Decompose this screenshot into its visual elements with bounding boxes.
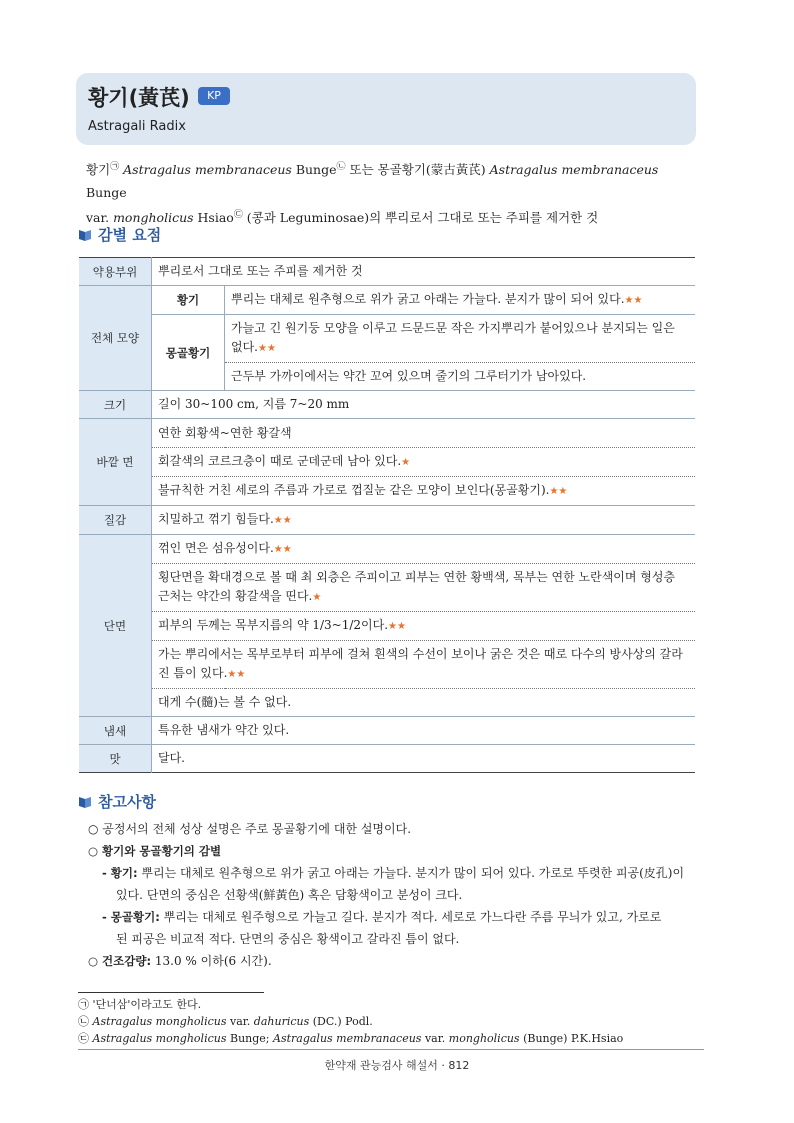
row-label: 바깥 면	[79, 419, 152, 506]
importance-stars: ★★	[227, 669, 246, 680]
table-row	[79, 506, 695, 535]
reference-notes	[88, 818, 700, 972]
table-row	[79, 689, 695, 717]
table-row	[79, 535, 695, 564]
page-footer: 한약재 관능검사 해설서 · 812	[324, 1059, 470, 1072]
note-item: ○ 공정서의 전체 성상 설명은 주로 몽골황기에 대한 설명이다.	[88, 822, 412, 836]
row-value: 회갈색의 코르크층이 때로 군데군데 남아 있다.★	[152, 448, 696, 477]
row-value: 치밀하고 꺾기 힘들다.★★	[152, 506, 696, 535]
row-value: 피부의 두께는 목부지름의 약 1/3~1/2이다.★★	[152, 612, 696, 641]
importance-stars: ★★	[273, 515, 292, 526]
footnotes	[78, 996, 623, 1047]
importance-stars: ★★	[549, 486, 568, 497]
footnote-marker: ㉡	[336, 162, 346, 172]
species-name: Astragalus membranaceus	[123, 162, 292, 178]
row-label: 냄새	[79, 717, 152, 745]
author-name: Hsiao	[193, 210, 234, 226]
note-item: - 황기: 뿌리는 대체로 원추형으로 위가 굵고 아래는 가늘다. 분지가 많이 되어 있다. 가로로 뚜렷한 피공(皮孔)이	[102, 866, 685, 880]
latin-name: Astragali Radix	[88, 119, 186, 134]
table-row	[79, 448, 695, 477]
page-title: 황기(黃芪)	[88, 86, 190, 110]
kp-badge: KP	[198, 87, 230, 105]
variety-name: mongholicus	[113, 210, 194, 226]
row-value: 가는 뿌리에서는 목부로부터 피부에 걸쳐 흰색의 수선이 보이나 굵은 것은 때로 다수의 방사상의 갈라진 틈이 있다.★★	[152, 641, 696, 689]
note-item: - 몽골황기: 뿌리는 대체로 원주형으로 가늘고 길다. 분지가 적다. 세로로 가느다란 주름 무늬가 있고, 가로로	[102, 910, 662, 924]
importance-stars: ★★	[388, 621, 406, 632]
row-value: 대게 수(髓)는 볼 수 없다.	[152, 689, 696, 717]
definition-paragraph	[86, 156, 696, 229]
section-heading-identification: 감별 요점	[78, 224, 161, 245]
identification-table	[79, 257, 695, 773]
note-item-continued: 된 피공은 비교적 적다. 단면의 중심은 황색이고 갈라진 틈이 없다.	[116, 932, 460, 946]
intro-text: var.	[86, 210, 114, 226]
table-row	[79, 315, 695, 363]
footnote-marker: ㉠	[110, 162, 120, 172]
footnote-divider	[78, 992, 264, 993]
row-value: 꺾인 면은 섬유성이다.★★	[152, 535, 696, 564]
importance-stars: ★★	[624, 295, 643, 306]
row-value: 가늘고 긴 원기둥 모양을 이루고 드문드문 작은 가지뿌리가 붙어있으나 분지되는 일은 없다.★★	[225, 315, 696, 363]
note-item-continued: 있다. 단면의 중심은 선황색(鮮黃色) 혹은 담황색이고 분성이 크다.	[116, 888, 463, 902]
row-label: 맛	[79, 745, 152, 773]
footnote: ㉠ '단너삼'이라고도 한다.	[78, 998, 202, 1011]
row-label: 크기	[79, 391, 152, 419]
book-icon	[78, 795, 92, 809]
intro-text: 또는 몽골황기(蒙古黃芪)	[345, 162, 490, 178]
footnote: ㉡ Astragalus mongholicus var. dahuricus (DC.) Podl.	[78, 1015, 373, 1028]
row-value: 횡단면을 확대경으로 볼 때 최 외층은 주피이고 피부는 연한 황백색, 목부는 연한 노란색이며 형성층 근처는 약간의 황갈색을 띤다.★	[152, 564, 696, 612]
row-value: 달다.	[158, 751, 185, 765]
table-row	[79, 612, 695, 641]
table-row	[79, 641, 695, 689]
table-row	[79, 477, 695, 506]
row-label: 약용부위	[79, 258, 152, 286]
table-row	[79, 286, 695, 315]
species-name: Astragalus membranaceus	[489, 162, 659, 178]
footnote: ㉢ Astragalus mongholicus Bunge; Astragalus membranaceus var. mongholicus (Bunge) P.K.Hsiao	[78, 1032, 624, 1045]
row-label: 전체 모양	[79, 286, 152, 391]
table-row	[79, 391, 695, 419]
row-value: 연한 회황색~연한 황갈색	[152, 419, 696, 448]
footnote-marker: ㉢	[233, 210, 243, 221]
table-row	[79, 258, 695, 286]
note-item: ○ 황기와 몽골황기의 감별	[88, 844, 222, 858]
row-value: 특유한 냄새가 약간 있다.	[152, 717, 696, 745]
footer-divider	[78, 1049, 704, 1050]
intro-text: (콩과 Leguminosae)의 뿌리로서 그대로 또는 주피를 제거한 것	[242, 210, 599, 226]
table-row	[79, 419, 695, 448]
sub-label: 황기	[152, 286, 225, 315]
row-value: 뿌리는 대체로 원추형으로 위가 굵고 아래는 가늘다. 분지가 많이 되어 있다.★★	[225, 286, 696, 315]
importance-stars: ★	[312, 592, 322, 603]
book-icon	[78, 228, 92, 242]
author-name: Bunge	[86, 185, 127, 201]
row-value: 길이 30~100 cm, 지름 7~20 mm	[152, 391, 696, 419]
table-row	[79, 564, 695, 612]
monograph-header	[76, 73, 696, 145]
row-label: 질감	[79, 506, 152, 535]
row-value: 불규칙한 거친 세로의 주름과 가로로 껍질눈 같은 모양이 보인다(몽골황기).★★	[152, 477, 696, 506]
section-heading-notes: 참고사항	[78, 791, 156, 812]
row-value: 뿌리로서 그대로 또는 주피를 제거한 것	[152, 258, 696, 286]
table-row	[79, 717, 695, 745]
row-label: 단면	[79, 535, 152, 717]
sub-label: 몽골황기	[152, 315, 225, 391]
importance-stars: ★	[401, 457, 411, 468]
importance-stars: ★★	[273, 544, 292, 555]
author-name: Bunge	[291, 162, 337, 178]
importance-stars: ★★	[258, 343, 276, 354]
intro-text: 황기	[86, 162, 111, 178]
table-row	[79, 745, 695, 773]
row-value: 근두부 가까이에서는 약간 꼬여 있으며 줄기의 그루터기가 남아있다.	[225, 363, 696, 391]
note-item: ○ 건조감량: 13.0 % 이하(6 시간).	[88, 954, 272, 968]
